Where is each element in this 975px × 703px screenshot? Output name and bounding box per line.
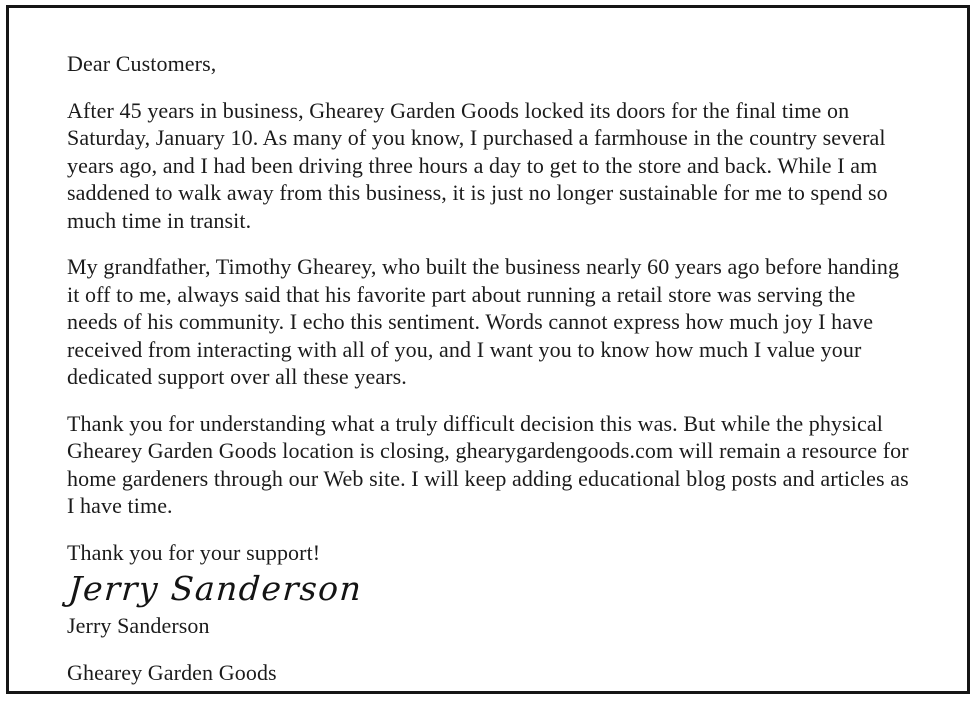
paragraph-1: After 45 years in business, Ghearey Garden Goods locked its doors for the final time on Saturday, January 10. As many of you know, I purchased a farmhouse in the country several years ago, and I had been driving three hours a day to get to the store and back. While I am saddened to walk away from this business, it is just no longer sustainable for me to spend so much time in transit. (67, 97, 888, 233)
signed-name: Jerry Sanderson (67, 613, 210, 638)
paragraph-2: My grandfather, Timothy Ghearey, who built the business nearly 60 years ago before handing it off to me, always said that his favorite part about running a retail store was serving the needs of his community. I echo this sentiment. Words cannot express how much joy I have received from interacting with all of you, and I want you to know how much I value your dedicated support over all these years. (67, 254, 900, 389)
company-name: Ghearey Garden Goods (67, 659, 277, 685)
paragraph-3: Thank you for understanding what a truly difficult decision this was. But while the physical Ghearey Garden Goods location is closing, ghearygardengoods.com will remain a resource for home gardeners through our Web site. I will keep adding educational blog posts and articles as I have time. (67, 410, 909, 518)
closing-line: Thank you for your support! (67, 539, 321, 565)
letter-body (67, 50, 909, 686)
salutation: Dear Customers, (67, 51, 217, 76)
letter-frame-border (6, 5, 970, 694)
handwritten-signature: Jerry Sanderson (67, 569, 364, 608)
